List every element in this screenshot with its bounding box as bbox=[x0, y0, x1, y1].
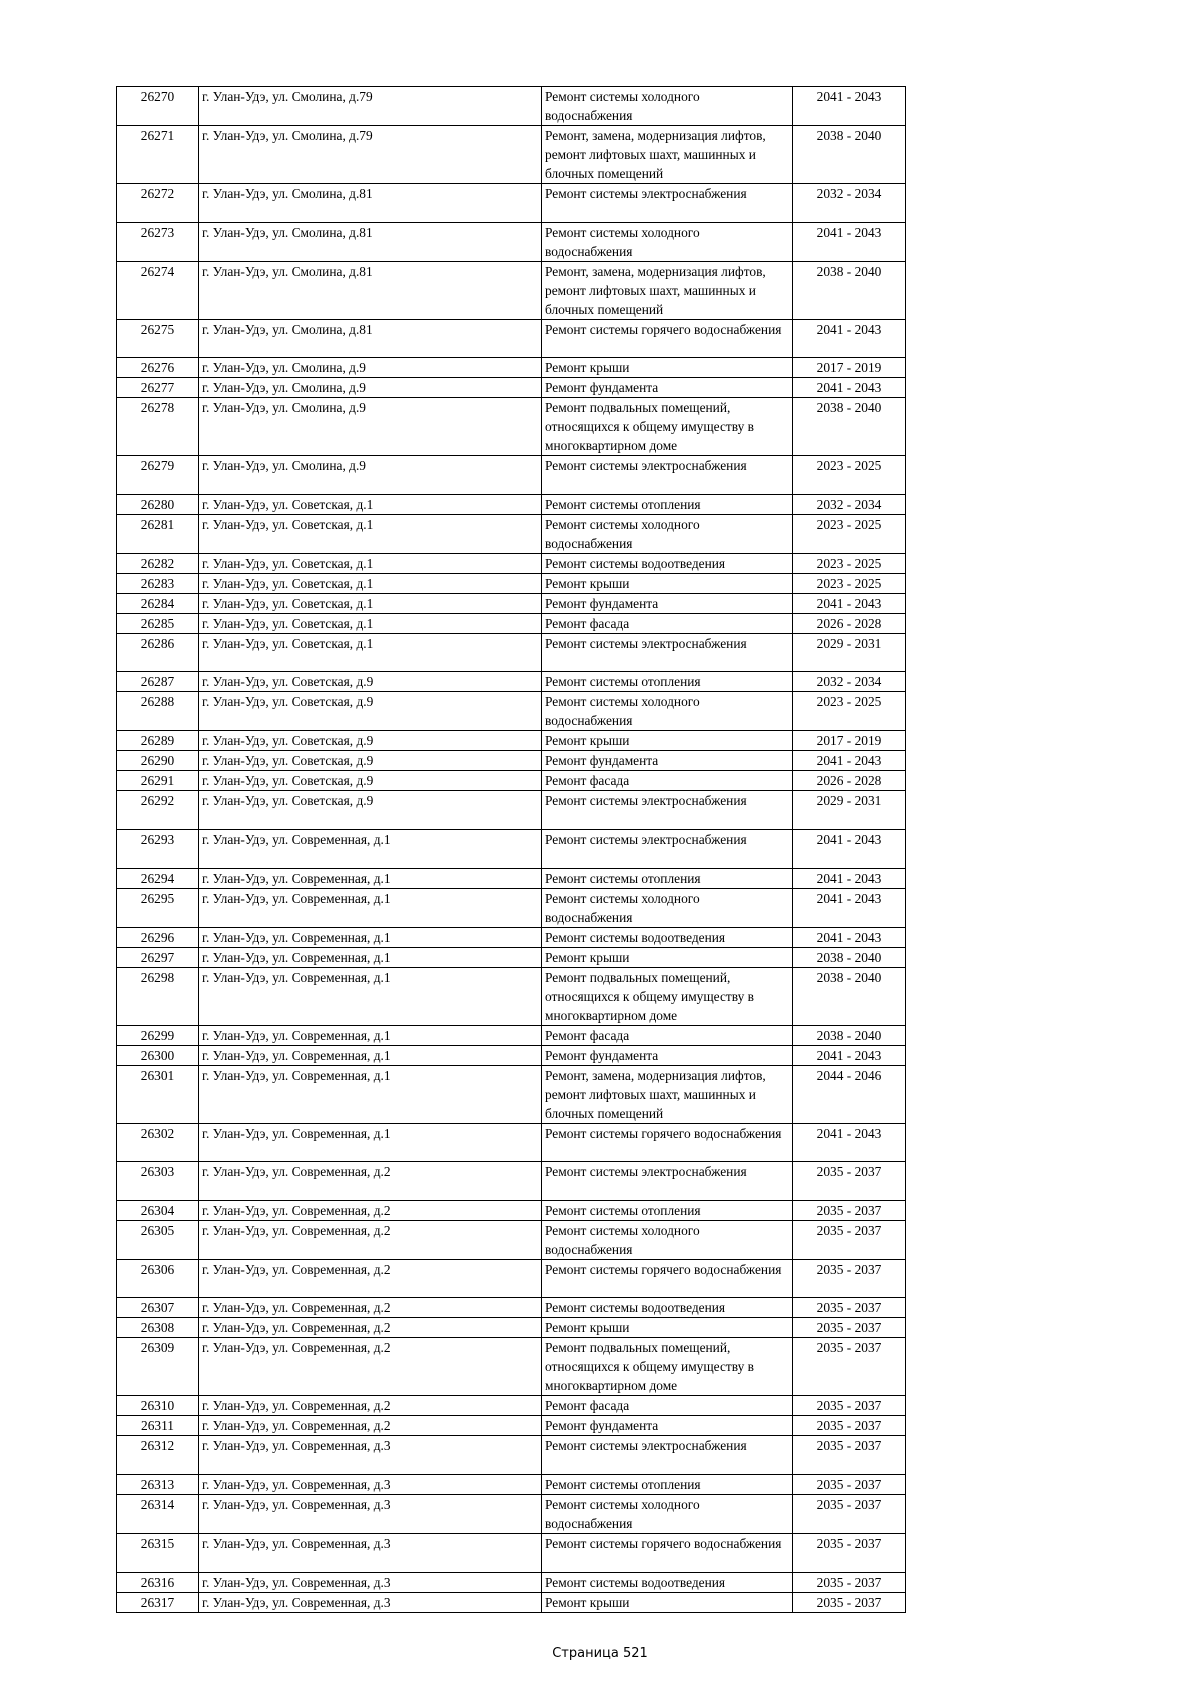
cell-address: г. Улан-Удэ, ул. Современная, д.1 bbox=[199, 947, 542, 967]
cell-period: 2035 - 2037 bbox=[793, 1259, 906, 1298]
table-row bbox=[117, 398, 906, 456]
table-row bbox=[117, 553, 906, 573]
cell-period: 2035 - 2037 bbox=[793, 1494, 906, 1533]
cell-number: 26272 bbox=[117, 184, 199, 223]
cell-number: 26273 bbox=[117, 222, 199, 261]
table-row bbox=[117, 573, 906, 593]
table-row bbox=[117, 87, 906, 126]
cell-period: 2035 - 2037 bbox=[793, 1533, 906, 1572]
cell-work-type: Ремонт системы холодного водоснабжения bbox=[542, 222, 793, 261]
repair-schedule-table bbox=[116, 86, 906, 1613]
table-row bbox=[117, 888, 906, 927]
cell-work-type: Ремонт системы горячего водоснабжения bbox=[542, 1259, 793, 1298]
cell-address: г. Улан-Удэ, ул. Современная, д.1 bbox=[199, 1025, 542, 1045]
cell-address: г. Улан-Удэ, ул. Современная, д.1 bbox=[199, 1123, 542, 1162]
cell-work-type: Ремонт системы холодного водоснабжения bbox=[542, 1494, 793, 1533]
cell-number: 26284 bbox=[117, 593, 199, 613]
cell-period: 2035 - 2037 bbox=[793, 1396, 906, 1416]
table-row bbox=[117, 126, 906, 184]
cell-number: 26276 bbox=[117, 358, 199, 378]
cell-period: 2023 - 2025 bbox=[793, 456, 906, 495]
cell-period: 2035 - 2037 bbox=[793, 1318, 906, 1338]
cell-period: 2041 - 2043 bbox=[793, 222, 906, 261]
cell-address: г. Улан-Удэ, ул. Смолина, д.9 bbox=[199, 358, 542, 378]
table-row bbox=[117, 1533, 906, 1572]
cell-work-type: Ремонт системы холодного водоснабжения bbox=[542, 514, 793, 553]
cell-period: 2038 - 2040 bbox=[793, 1025, 906, 1045]
cell-address: г. Улан-Удэ, ул. Современная, д.3 bbox=[199, 1494, 542, 1533]
table-row bbox=[117, 967, 906, 1025]
cell-address: г. Улан-Удэ, ул. Современная, д.2 bbox=[199, 1298, 542, 1318]
cell-period: 2041 - 2043 bbox=[793, 868, 906, 888]
cell-address: г. Улан-Удэ, ул. Современная, д.2 bbox=[199, 1416, 542, 1436]
cell-address: г. Улан-Удэ, ул. Современная, д.2 bbox=[199, 1318, 542, 1338]
table-row bbox=[117, 1298, 906, 1318]
table-row bbox=[117, 692, 906, 731]
page-number: Страница 521 bbox=[552, 1646, 648, 1661]
table-row bbox=[117, 456, 906, 495]
cell-period: 2041 - 2043 bbox=[793, 927, 906, 947]
table-row bbox=[117, 1162, 906, 1201]
cell-work-type: Ремонт системы электроснабжения bbox=[542, 1162, 793, 1201]
cell-number: 26274 bbox=[117, 261, 199, 319]
cell-number: 26312 bbox=[117, 1436, 199, 1475]
cell-number: 26315 bbox=[117, 1533, 199, 1572]
cell-address: г. Улан-Удэ, ул. Смолина, д.9 bbox=[199, 378, 542, 398]
cell-number: 26277 bbox=[117, 378, 199, 398]
table-row bbox=[117, 751, 906, 771]
table-row bbox=[117, 1318, 906, 1338]
table-row bbox=[117, 613, 906, 633]
cell-number: 26287 bbox=[117, 672, 199, 692]
cell-work-type: Ремонт системы отопления bbox=[542, 868, 793, 888]
cell-address: г. Улан-Удэ, ул. Смолина, д.81 bbox=[199, 222, 542, 261]
cell-work-type: Ремонт системы водоотведения bbox=[542, 1298, 793, 1318]
cell-period: 2035 - 2037 bbox=[793, 1338, 906, 1396]
cell-work-type: Ремонт подвальных помещений, относящихся к общему имуществу в многоквартирном доме bbox=[542, 398, 793, 456]
cell-address: г. Улан-Удэ, ул. Смолина, д.81 bbox=[199, 319, 542, 358]
cell-number: 26306 bbox=[117, 1259, 199, 1298]
cell-period: 2041 - 2043 bbox=[793, 378, 906, 398]
cell-number: 26307 bbox=[117, 1298, 199, 1318]
cell-address: г. Улан-Удэ, ул. Смолина, д.79 bbox=[199, 87, 542, 126]
cell-address: г. Улан-Удэ, ул. Современная, д.2 bbox=[199, 1338, 542, 1396]
table-row bbox=[117, 829, 906, 868]
table-row bbox=[117, 1065, 906, 1123]
cell-address: г. Улан-Удэ, ул. Смолина, д.9 bbox=[199, 398, 542, 456]
cell-address: г. Улан-Удэ, ул. Современная, д.3 bbox=[199, 1533, 542, 1572]
cell-address: г. Улан-Удэ, ул. Современная, д.2 bbox=[199, 1162, 542, 1201]
cell-period: 2038 - 2040 bbox=[793, 398, 906, 456]
cell-number: 26316 bbox=[117, 1572, 199, 1592]
table-row bbox=[117, 514, 906, 553]
cell-work-type: Ремонт системы холодного водоснабжения bbox=[542, 87, 793, 126]
cell-period: 2032 - 2034 bbox=[793, 184, 906, 223]
cell-period: 2041 - 2043 bbox=[793, 87, 906, 126]
table-body bbox=[117, 87, 906, 1613]
cell-number: 26270 bbox=[117, 87, 199, 126]
cell-period: 2041 - 2043 bbox=[793, 319, 906, 358]
cell-number: 26300 bbox=[117, 1045, 199, 1065]
cell-address: г. Улан-Удэ, ул. Современная, д.3 bbox=[199, 1474, 542, 1494]
table-row bbox=[117, 1123, 906, 1162]
cell-address: г. Улан-Удэ, ул. Современная, д.1 bbox=[199, 888, 542, 927]
cell-number: 26292 bbox=[117, 791, 199, 830]
cell-address: г. Улан-Удэ, ул. Советская, д.9 bbox=[199, 672, 542, 692]
cell-work-type: Ремонт фасада bbox=[542, 1025, 793, 1045]
cell-number: 26293 bbox=[117, 829, 199, 868]
cell-work-type: Ремонт системы водоотведения bbox=[542, 927, 793, 947]
table-row bbox=[117, 1396, 906, 1416]
table-row bbox=[117, 494, 906, 514]
table-row bbox=[117, 261, 906, 319]
cell-number: 26286 bbox=[117, 633, 199, 672]
cell-work-type: Ремонт системы холодного водоснабжения bbox=[542, 888, 793, 927]
table-row bbox=[117, 1338, 906, 1396]
cell-address: г. Улан-Удэ, ул. Советская, д.9 bbox=[199, 731, 542, 751]
table-row bbox=[117, 633, 906, 672]
cell-period: 2026 - 2028 bbox=[793, 613, 906, 633]
table-row bbox=[117, 1220, 906, 1259]
cell-address: г. Улан-Удэ, ул. Современная, д.2 bbox=[199, 1220, 542, 1259]
cell-work-type: Ремонт фасада bbox=[542, 771, 793, 791]
cell-period: 2035 - 2037 bbox=[793, 1416, 906, 1436]
cell-address: г. Улан-Удэ, ул. Современная, д.1 bbox=[199, 1045, 542, 1065]
cell-address: г. Улан-Удэ, ул. Советская, д.1 bbox=[199, 633, 542, 672]
cell-number: 26278 bbox=[117, 398, 199, 456]
cell-work-type: Ремонт системы горячего водоснабжения bbox=[542, 319, 793, 358]
cell-address: г. Улан-Удэ, ул. Современная, д.1 bbox=[199, 967, 542, 1025]
cell-period: 2035 - 2037 bbox=[793, 1436, 906, 1475]
cell-work-type: Ремонт системы холодного водоснабжения bbox=[542, 1220, 793, 1259]
cell-number: 26283 bbox=[117, 573, 199, 593]
cell-work-type: Ремонт подвальных помещений, относящихся к общему имуществу в многоквартирном доме bbox=[542, 967, 793, 1025]
cell-period: 2023 - 2025 bbox=[793, 692, 906, 731]
table-row bbox=[117, 927, 906, 947]
table-row bbox=[117, 1025, 906, 1045]
cell-number: 26295 bbox=[117, 888, 199, 927]
cell-period: 2035 - 2037 bbox=[793, 1592, 906, 1612]
cell-address: г. Улан-Удэ, ул. Советская, д.1 bbox=[199, 573, 542, 593]
table-row bbox=[117, 593, 906, 613]
table-row bbox=[117, 672, 906, 692]
cell-work-type: Ремонт, замена, модернизация лифтов, ремонт лифтовых шахт, машинных и блочных помещений bbox=[542, 126, 793, 184]
cell-period: 2035 - 2037 bbox=[793, 1298, 906, 1318]
cell-work-type: Ремонт системы электроснабжения bbox=[542, 1436, 793, 1475]
cell-work-type: Ремонт системы отопления bbox=[542, 1474, 793, 1494]
cell-period: 2023 - 2025 bbox=[793, 514, 906, 553]
cell-number: 26309 bbox=[117, 1338, 199, 1396]
cell-address: г. Улан-Удэ, ул. Современная, д.2 bbox=[199, 1396, 542, 1416]
cell-address: г. Улан-Удэ, ул. Советская, д.9 bbox=[199, 791, 542, 830]
table-row bbox=[117, 771, 906, 791]
cell-number: 26275 bbox=[117, 319, 199, 358]
table-row bbox=[117, 1259, 906, 1298]
cell-number: 26282 bbox=[117, 553, 199, 573]
cell-work-type: Ремонт системы горячего водоснабжения bbox=[542, 1123, 793, 1162]
cell-work-type: Ремонт системы электроснабжения bbox=[542, 829, 793, 868]
cell-period: 2035 - 2037 bbox=[793, 1572, 906, 1592]
cell-address: г. Улан-Удэ, ул. Советская, д.1 bbox=[199, 593, 542, 613]
cell-address: г. Улан-Удэ, ул. Современная, д.3 bbox=[199, 1436, 542, 1475]
cell-period: 2041 - 2043 bbox=[793, 1123, 906, 1162]
cell-address: г. Улан-Удэ, ул. Современная, д.2 bbox=[199, 1200, 542, 1220]
cell-work-type: Ремонт системы отопления bbox=[542, 672, 793, 692]
cell-number: 26303 bbox=[117, 1162, 199, 1201]
cell-work-type: Ремонт фундамента bbox=[542, 593, 793, 613]
cell-period: 2035 - 2037 bbox=[793, 1162, 906, 1201]
cell-address: г. Улан-Удэ, ул. Смолина, д.81 bbox=[199, 261, 542, 319]
table-row bbox=[117, 222, 906, 261]
cell-number: 26296 bbox=[117, 927, 199, 947]
table-row bbox=[117, 358, 906, 378]
cell-work-type: Ремонт подвальных помещений, относящихся к общему имуществу в многоквартирном доме bbox=[542, 1338, 793, 1396]
cell-period: 2041 - 2043 bbox=[793, 593, 906, 613]
table-row bbox=[117, 868, 906, 888]
cell-work-type: Ремонт крыши bbox=[542, 947, 793, 967]
table-row bbox=[117, 1474, 906, 1494]
cell-work-type: Ремонт системы электроснабжения bbox=[542, 633, 793, 672]
cell-number: 26297 bbox=[117, 947, 199, 967]
cell-work-type: Ремонт системы горячего водоснабжения bbox=[542, 1533, 793, 1572]
cell-period: 2023 - 2025 bbox=[793, 573, 906, 593]
cell-work-type: Ремонт системы холодного водоснабжения bbox=[542, 692, 793, 731]
table-row bbox=[117, 184, 906, 223]
table-row bbox=[117, 947, 906, 967]
cell-work-type: Ремонт системы отопления bbox=[542, 494, 793, 514]
cell-period: 2035 - 2037 bbox=[793, 1220, 906, 1259]
table-row bbox=[117, 1200, 906, 1220]
cell-period: 2035 - 2037 bbox=[793, 1474, 906, 1494]
cell-work-type: Ремонт системы водоотведения bbox=[542, 553, 793, 573]
cell-address: г. Улан-Удэ, ул. Смолина, д.81 bbox=[199, 184, 542, 223]
cell-address: г. Улан-Удэ, ул. Советская, д.9 bbox=[199, 692, 542, 731]
table-row bbox=[117, 731, 906, 751]
cell-period: 2017 - 2019 bbox=[793, 731, 906, 751]
cell-work-type: Ремонт фундамента bbox=[542, 751, 793, 771]
cell-number: 26301 bbox=[117, 1065, 199, 1123]
table-row bbox=[117, 378, 906, 398]
cell-address: г. Улан-Удэ, ул. Советская, д.1 bbox=[199, 613, 542, 633]
cell-work-type: Ремонт, замена, модернизация лифтов, ремонт лифтовых шахт, машинных и блочных помещений bbox=[542, 1065, 793, 1123]
cell-period: 2041 - 2043 bbox=[793, 829, 906, 868]
cell-work-type: Ремонт фундамента bbox=[542, 1045, 793, 1065]
cell-address: г. Улан-Удэ, ул. Современная, д.3 bbox=[199, 1572, 542, 1592]
cell-number: 26314 bbox=[117, 1494, 199, 1533]
cell-number: 26271 bbox=[117, 126, 199, 184]
cell-period: 2035 - 2037 bbox=[793, 1200, 906, 1220]
cell-period: 2044 - 2046 bbox=[793, 1065, 906, 1123]
cell-period: 2029 - 2031 bbox=[793, 633, 906, 672]
table-row bbox=[117, 791, 906, 830]
cell-period: 2026 - 2028 bbox=[793, 771, 906, 791]
cell-period: 2032 - 2034 bbox=[793, 494, 906, 514]
cell-number: 26285 bbox=[117, 613, 199, 633]
cell-address: г. Улан-Удэ, ул. Современная, д.3 bbox=[199, 1592, 542, 1612]
cell-work-type: Ремонт, замена, модернизация лифтов, ремонт лифтовых шахт, машинных и блочных помещений bbox=[542, 261, 793, 319]
cell-number: 26290 bbox=[117, 751, 199, 771]
cell-number: 26313 bbox=[117, 1474, 199, 1494]
cell-number: 26304 bbox=[117, 1200, 199, 1220]
cell-number: 26280 bbox=[117, 494, 199, 514]
cell-work-type: Ремонт крыши bbox=[542, 358, 793, 378]
cell-number: 26308 bbox=[117, 1318, 199, 1338]
table-row bbox=[117, 1045, 906, 1065]
cell-number: 26310 bbox=[117, 1396, 199, 1416]
cell-number: 26288 bbox=[117, 692, 199, 731]
cell-address: г. Улан-Удэ, ул. Современная, д.1 bbox=[199, 868, 542, 888]
cell-number: 26311 bbox=[117, 1416, 199, 1436]
cell-work-type: Ремонт системы отопления bbox=[542, 1200, 793, 1220]
cell-address: г. Улан-Удэ, ул. Современная, д.1 bbox=[199, 829, 542, 868]
cell-period: 2023 - 2025 bbox=[793, 553, 906, 573]
table-row bbox=[117, 1572, 906, 1592]
table-row bbox=[117, 1436, 906, 1475]
table-row bbox=[117, 1592, 906, 1612]
cell-period: 2017 - 2019 bbox=[793, 358, 906, 378]
cell-number: 26291 bbox=[117, 771, 199, 791]
cell-period: 2038 - 2040 bbox=[793, 967, 906, 1025]
cell-address: г. Улан-Удэ, ул. Советская, д.1 bbox=[199, 514, 542, 553]
cell-address: г. Улан-Удэ, ул. Современная, д.1 bbox=[199, 1065, 542, 1123]
cell-period: 2041 - 2043 bbox=[793, 751, 906, 771]
cell-work-type: Ремонт крыши bbox=[542, 1592, 793, 1612]
cell-work-type: Ремонт фундамента bbox=[542, 1416, 793, 1436]
cell-work-type: Ремонт системы электроснабжения bbox=[542, 456, 793, 495]
cell-number: 26294 bbox=[117, 868, 199, 888]
cell-number: 26305 bbox=[117, 1220, 199, 1259]
table-row bbox=[117, 319, 906, 358]
cell-work-type: Ремонт крыши bbox=[542, 573, 793, 593]
cell-period: 2041 - 2043 bbox=[793, 1045, 906, 1065]
cell-address: г. Улан-Удэ, ул. Советская, д.1 bbox=[199, 494, 542, 514]
cell-number: 26302 bbox=[117, 1123, 199, 1162]
cell-period: 2032 - 2034 bbox=[793, 672, 906, 692]
cell-address: г. Улан-Удэ, ул. Советская, д.9 bbox=[199, 771, 542, 791]
cell-period: 2038 - 2040 bbox=[793, 947, 906, 967]
cell-work-type: Ремонт фасада bbox=[542, 613, 793, 633]
cell-work-type: Ремонт фундамента bbox=[542, 378, 793, 398]
cell-work-type: Ремонт крыши bbox=[542, 731, 793, 751]
cell-address: г. Улан-Удэ, ул. Советская, д.1 bbox=[199, 553, 542, 573]
cell-work-type: Ремонт крыши bbox=[542, 1318, 793, 1338]
cell-period: 2038 - 2040 bbox=[793, 261, 906, 319]
cell-number: 26279 bbox=[117, 456, 199, 495]
cell-number: 26289 bbox=[117, 731, 199, 751]
table-row bbox=[117, 1494, 906, 1533]
cell-address: г. Улан-Удэ, ул. Смолина, д.9 bbox=[199, 456, 542, 495]
cell-address: г. Улан-Удэ, ул. Современная, д.1 bbox=[199, 927, 542, 947]
cell-period: 2038 - 2040 bbox=[793, 126, 906, 184]
cell-number: 26317 bbox=[117, 1592, 199, 1612]
cell-period: 2029 - 2031 bbox=[793, 791, 906, 830]
cell-work-type: Ремонт системы электроснабжения bbox=[542, 184, 793, 223]
table-row bbox=[117, 1416, 906, 1436]
cell-number: 26281 bbox=[117, 514, 199, 553]
cell-period: 2041 - 2043 bbox=[793, 888, 906, 927]
cell-address: г. Улан-Удэ, ул. Смолина, д.79 bbox=[199, 126, 542, 184]
cell-address: г. Улан-Удэ, ул. Современная, д.2 bbox=[199, 1259, 542, 1298]
cell-work-type: Ремонт фасада bbox=[542, 1396, 793, 1416]
cell-address: г. Улан-Удэ, ул. Советская, д.9 bbox=[199, 751, 542, 771]
cell-work-type: Ремонт системы электроснабжения bbox=[542, 791, 793, 830]
cell-work-type: Ремонт системы водоотведения bbox=[542, 1572, 793, 1592]
cell-number: 26298 bbox=[117, 967, 199, 1025]
cell-number: 26299 bbox=[117, 1025, 199, 1045]
